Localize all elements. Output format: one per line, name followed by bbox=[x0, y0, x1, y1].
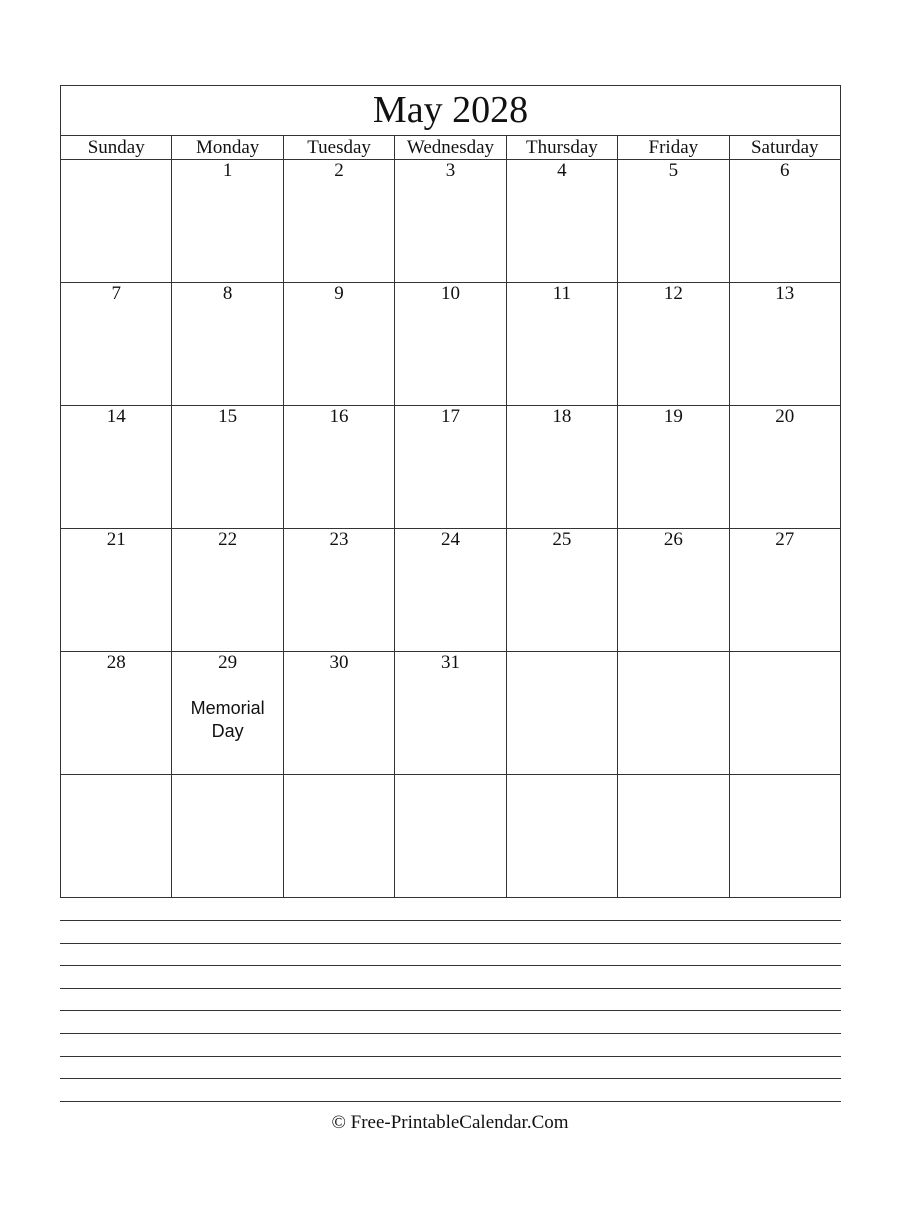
day-cell bbox=[283, 406, 394, 529]
day-number: 2 bbox=[334, 160, 344, 181]
day-cell bbox=[61, 529, 172, 652]
day-cell bbox=[395, 283, 506, 406]
weekday-saturday: Saturday bbox=[729, 136, 840, 160]
day-cell bbox=[729, 160, 840, 283]
day-number: 5 bbox=[668, 160, 679, 181]
day-number: 10 bbox=[440, 283, 460, 304]
day-cell bbox=[283, 529, 394, 652]
day-number: 24 bbox=[440, 529, 460, 550]
day-cell bbox=[395, 652, 506, 775]
day-number: 29 bbox=[218, 652, 238, 673]
day-cell bbox=[61, 283, 172, 406]
week-row bbox=[61, 529, 841, 652]
day-number: 19 bbox=[663, 406, 683, 427]
day-number: 21 bbox=[106, 529, 126, 550]
day-number: 15 bbox=[218, 406, 238, 427]
day-cell bbox=[506, 406, 617, 529]
day-number: 6 bbox=[780, 160, 790, 181]
weekday-sunday: Sunday bbox=[61, 136, 172, 160]
day-number: 22 bbox=[218, 529, 238, 550]
holiday-label-memorial-day: Memorial Day bbox=[190, 698, 265, 741]
week-row bbox=[61, 406, 841, 529]
day-number: 9 bbox=[334, 283, 344, 304]
note-line bbox=[60, 943, 841, 966]
day-number: 28 bbox=[106, 652, 126, 673]
note-line bbox=[60, 988, 841, 1011]
day-cell bbox=[172, 775, 283, 898]
day-cell bbox=[172, 529, 283, 652]
day-cell bbox=[506, 529, 617, 652]
day-number: 3 bbox=[445, 160, 456, 181]
day-cell bbox=[172, 160, 283, 283]
note-line bbox=[60, 1010, 841, 1033]
day-cell bbox=[506, 652, 617, 775]
day-number: 4 bbox=[557, 160, 567, 181]
day-cell bbox=[618, 775, 729, 898]
day-cell bbox=[283, 775, 394, 898]
day-cell bbox=[618, 283, 729, 406]
day-cell bbox=[395, 529, 506, 652]
day-cell bbox=[61, 775, 172, 898]
day-cell bbox=[506, 283, 617, 406]
day-number: 27 bbox=[775, 529, 795, 550]
day-number: 11 bbox=[552, 283, 572, 304]
week-row bbox=[61, 775, 841, 898]
day-number: 17 bbox=[440, 406, 460, 427]
day-number: 30 bbox=[329, 652, 349, 673]
day-cell bbox=[61, 406, 172, 529]
day-cell bbox=[618, 652, 729, 775]
day-number: 31 bbox=[440, 652, 460, 673]
note-line bbox=[60, 920, 841, 943]
day-cell bbox=[618, 160, 729, 283]
day-number: 13 bbox=[775, 283, 795, 304]
day-cell bbox=[395, 775, 506, 898]
day-cell bbox=[618, 529, 729, 652]
day-number: 26 bbox=[663, 529, 683, 550]
week-row bbox=[61, 652, 841, 775]
weekday-thursday: Thursday bbox=[506, 136, 617, 160]
day-cell bbox=[729, 283, 840, 406]
day-cell bbox=[506, 775, 617, 898]
day-cell bbox=[729, 775, 840, 898]
day-cell bbox=[395, 406, 506, 529]
day-number: 14 bbox=[106, 406, 126, 427]
note-line bbox=[60, 1078, 841, 1101]
weekday-friday: Friday bbox=[618, 136, 729, 160]
weekday-wednesday: Wednesday bbox=[395, 136, 506, 160]
day-cell bbox=[172, 283, 283, 406]
week-row bbox=[61, 283, 841, 406]
day-cell bbox=[283, 160, 394, 283]
day-cell bbox=[61, 652, 172, 775]
note-line bbox=[60, 1056, 841, 1079]
day-number: 8 bbox=[222, 283, 233, 304]
day-cell bbox=[506, 160, 617, 283]
weekday-header-row bbox=[61, 136, 841, 160]
day-number: 1 bbox=[222, 160, 233, 181]
day-cell bbox=[729, 406, 840, 529]
day-cell bbox=[395, 160, 506, 283]
month-title: May 2028 bbox=[61, 86, 841, 136]
calendar-grid bbox=[60, 85, 841, 898]
day-number: 23 bbox=[329, 529, 349, 550]
day-cell bbox=[729, 529, 840, 652]
day-number: 7 bbox=[111, 283, 121, 304]
note-line bbox=[60, 1033, 841, 1056]
day-cell bbox=[172, 406, 283, 529]
day-cell bbox=[729, 652, 840, 775]
note-line bbox=[60, 965, 841, 988]
day-number: 20 bbox=[775, 406, 795, 427]
weekday-monday: Monday bbox=[172, 136, 283, 160]
weekday-tuesday: Tuesday bbox=[283, 136, 394, 160]
day-number: 12 bbox=[663, 283, 683, 304]
day-cell bbox=[283, 652, 394, 775]
day-cell bbox=[61, 160, 172, 283]
day-number: 18 bbox=[552, 406, 572, 427]
day-cell bbox=[618, 406, 729, 529]
notes-lines bbox=[60, 920, 841, 1123]
day-number: 25 bbox=[552, 529, 572, 550]
day-number: 16 bbox=[329, 406, 349, 427]
day-cell bbox=[172, 652, 283, 775]
day-cell bbox=[283, 283, 394, 406]
week-row bbox=[61, 160, 841, 283]
footer-copyright: © Free-PrintableCalendar.Com bbox=[331, 1112, 569, 1133]
